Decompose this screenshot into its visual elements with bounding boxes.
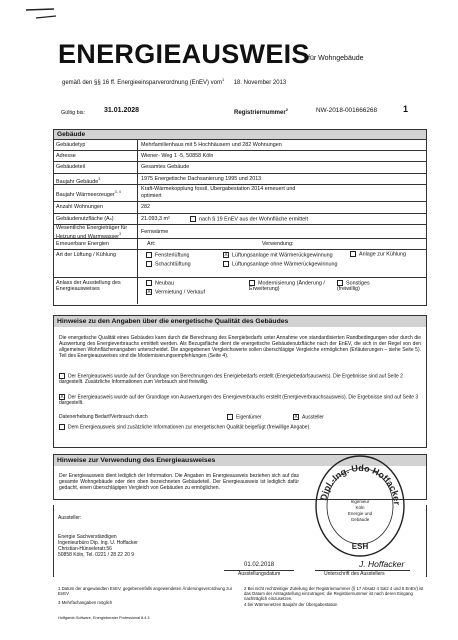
footnote-ref: 3 xyxy=(119,232,122,236)
attachment-option[interactable] xyxy=(59,424,421,430)
regulation-text: gemäß den §§ 16 ff. Energieeinsparverordnung (EnEV) vom xyxy=(62,80,222,86)
ventilation-option-cooling[interactable] xyxy=(350,251,410,257)
checkbox[interactable]: X xyxy=(224,252,228,258)
registration-label xyxy=(234,107,288,116)
row-extra-usable-area-text: nach § 19 EnEV aus der Wohnfläche ermittelt xyxy=(199,216,308,223)
checkbox[interactable] xyxy=(146,252,152,258)
checkbox[interactable]: X xyxy=(294,413,298,420)
reason-option-label: Vermietung / Verkauf xyxy=(155,289,206,296)
row-label-energy-carriers xyxy=(56,225,136,240)
registration-number: NW-2018-001666268 xyxy=(316,107,377,114)
ventilation-option-label: Schachtlüftung xyxy=(155,261,191,268)
footnote: 2 Bei nicht rechtzeitiger Zuteilung der Registriernummer (§ 17 Absatz 4 Satz 4 und 5 EnEV) ist das Datum der Antragstellung einzutragen; die Registriernummer ist nach deren Eingang nachträglich einzusetzen. xyxy=(244,586,424,602)
ventilation-option-label: Fensterlüftung xyxy=(155,252,190,259)
row-value-building-part: Gesamtes Gebäude xyxy=(141,164,190,170)
footnote: 3 Mehrfachangaben möglich xyxy=(58,600,113,606)
page-title: ENERGIEAUSWEIS xyxy=(58,39,310,69)
page-number: 1 xyxy=(403,104,409,114)
stamp-ring-text: Dipl.-Ing. Udo Hoffacker xyxy=(318,462,403,506)
footnote-ref: 3 xyxy=(98,177,101,181)
row-renewables-use-label: Verwendung: xyxy=(262,241,294,247)
ventilation-option-shaft[interactable] xyxy=(146,261,191,268)
official-stamp xyxy=(312,453,408,559)
issuer-line: 50858 Köln, Tel. 0221 / 28 22 20 9 xyxy=(58,552,135,558)
checkbox[interactable] xyxy=(59,424,65,430)
row-label-reason: Anlass der Ausstellung des Energieausweises xyxy=(56,280,121,292)
checkbox[interactable] xyxy=(190,216,196,222)
regulation-line xyxy=(62,76,286,87)
row-value-apartments: 282 xyxy=(141,204,150,210)
usage-paragraph: Der Energieausweis dient lediglich der Information. Die Angaben im Energieausweis beziehen sich auf das gesamte Wohngebäude oder den oben bezeichneten Gebäudeteil. Der Energieausweis ist lediglich dafür gedacht, einen überschlägigen Vergleich von Gebäuden zu ermöglichen. xyxy=(59,473,299,491)
row-value-year-built: 1975 Energetische Dachsanierung 1995 und 2013 xyxy=(141,176,262,182)
stamp-inner-line: Gebäude xyxy=(350,517,370,522)
ventilation-option-label: Lüftungsanlage ohne Wärmerückgewinnung xyxy=(232,261,338,268)
row-value-energy-carriers: Fernwärme xyxy=(141,229,169,235)
stamp-inner-line: Ingenieur xyxy=(350,499,370,504)
issuer-line: Christian-Hünseleratr.56 xyxy=(58,546,112,552)
footnote-ref: 1 xyxy=(221,77,225,82)
stamp-inner-line: Köln xyxy=(355,505,365,510)
footnote: 1 Datum der angewandten EnEV, gegebenenfalls angewendeten Änderungsverordnung zur EnEV xyxy=(58,586,233,597)
stamp-inner-line: Energie und xyxy=(347,511,373,516)
footnotes-col-1 xyxy=(58,586,238,606)
row-label-apartments: Anzahl Wohnungen xyxy=(56,204,103,210)
ventilation-option-heat-recovery[interactable] xyxy=(223,252,333,259)
footnotes-col-2 xyxy=(244,586,424,607)
data-issuer-option[interactable] xyxy=(293,414,324,420)
checkbox[interactable]: X xyxy=(60,393,64,400)
signature-label: Unterschrift des Ausstellers xyxy=(324,571,385,577)
issuer-signature: J. Hoffacker xyxy=(359,559,405,569)
footnote-ref: 2 xyxy=(285,107,288,112)
issuer-line: Ingenieurbüro Dip. Ing. U. Hoffacker xyxy=(58,540,138,546)
row-label-building-type: Gebäudetyp xyxy=(56,142,86,148)
page-subtitle: für Wohngebäude xyxy=(308,55,364,62)
row-label-heat-generator-year xyxy=(56,189,121,198)
reason-option-other[interactable] xyxy=(337,280,392,292)
row-label-heat-generator-year-text: Baujahr Wärmeerzeuger xyxy=(56,191,115,198)
row-value-building-type: Mehrfamilienhaus mit 5 Hochhäusern und 282 Wohnungen xyxy=(141,142,282,148)
validity-date: 31.01.2028 xyxy=(104,107,140,114)
issue-date-label: Ausstellungsdatum xyxy=(238,571,281,577)
quality-option-demand-text: Der Energieausweis wurde auf der Grundlage von Berechnungen des Energiebedarfs erstellt (Energiebedarfsausweis). Die Ergebnisse sind auf Seite 2 dargestellt. Zusätzliche Informationen zum Verbrauch sind freiwillig. xyxy=(59,373,403,386)
reason-option-label: Sonstiges (freiwillig) xyxy=(337,280,370,293)
checkbox[interactable]: X xyxy=(147,289,151,295)
row-value-usable-area: 21.093,3 m² xyxy=(141,216,170,222)
reason-option-rent-sale[interactable] xyxy=(146,289,205,296)
checkbox[interactable] xyxy=(146,280,152,286)
row-extra-usable-area xyxy=(190,216,308,223)
row-label-ventilation: Art der Lüftung / Kühlung xyxy=(56,252,116,258)
checkbox[interactable] xyxy=(337,280,343,286)
row-value-address: Wiener- Weg 1 -5, 50858 Köln xyxy=(141,153,214,159)
building-section-title: Gebäude xyxy=(54,130,426,140)
row-label-renewables: Erneuerbare Energien xyxy=(56,241,110,247)
data-owner-option[interactable] xyxy=(227,414,262,420)
checkbox[interactable] xyxy=(146,261,152,267)
quality-option-demand[interactable] xyxy=(59,373,421,385)
software-note: Hoffgarde-Software, Energieberater Professional 8.4.3 xyxy=(58,616,150,620)
reason-option-modernisation[interactable] xyxy=(249,280,329,292)
regulation-date: 18. November 2013 xyxy=(233,80,287,86)
footnote-ref: 3, 4 xyxy=(114,190,121,194)
checkbox[interactable] xyxy=(223,261,229,267)
ventilation-option-no-recovery[interactable] xyxy=(223,261,338,268)
quality-paragraph: Die energetische Qualität eines Gebäudes kann durch die Berechnung des Energiebedarfs unter Annahme von standardisierten Randbedingungen oder durch die Auswertung des Energieverbrauchs ermittelt werden. Als Bezugsfläche dient die energetische Gebäudenutzfläche nach der EnEV, die sich in der Regel von den allgemeinen Wohnflächenangaben unterscheidet. Die angegebenen Vergleichswerte sollen überschlägige Vergleiche ermöglichen (Erläuterungen – siehe Seite 5). Teil des Energieausweises sind die Modernisierungsempfehlungen (Seite 4). xyxy=(59,335,421,359)
row-label-energy-carriers-text: Wesentliche Energieträger für Heizung und Warmwasser xyxy=(56,225,128,240)
quality-section-title: Hinweise zu den Angaben über die energetische Qualität des Gebäudes xyxy=(54,316,426,327)
quality-section xyxy=(53,315,427,448)
ventilation-option-label: Anlage zur Kühlung xyxy=(359,251,407,258)
data-owner-label: Eigentümer xyxy=(236,414,262,421)
issuer-line: Energie Sachverständigen xyxy=(58,534,117,540)
checkbox[interactable] xyxy=(227,414,233,420)
issue-date: 01.02.2018 xyxy=(244,562,275,568)
footnote: 4 bei Wärmenetzen Baujahr der Übergabestation xyxy=(244,601,338,607)
data-collection-row xyxy=(59,414,421,420)
usage-section-title: Hinweise zur Verwendung des Energieausweises xyxy=(54,455,426,466)
registration-label-text: Registriernummer xyxy=(234,110,286,116)
row-label-usable-area: Gebäudenutzfläche (Aₙ) xyxy=(56,216,114,222)
row-label-building-part: Gebäudeteil xyxy=(56,164,86,170)
scribble-marks xyxy=(24,6,64,22)
reason-option-label: Neubau xyxy=(155,280,174,287)
data-collection-label: Datenerhebung Bedarf/Verbrauch durch xyxy=(59,414,148,420)
reason-option-label: Modernisierung (Änderung / Erweiterung) xyxy=(249,280,325,293)
reason-option-new[interactable] xyxy=(146,280,174,287)
ventilation-option-label: Lüftungsanlage mit Wärmerückgewinnung xyxy=(232,252,333,259)
checkbox[interactable] xyxy=(249,280,255,286)
data-issuer-label: Aussteller xyxy=(302,414,324,421)
row-renewables-type-label: Art: xyxy=(147,241,156,247)
issuer-label: Aussteller: xyxy=(58,515,82,521)
stamp-bottom-text: ESH xyxy=(351,542,369,551)
checkbox[interactable] xyxy=(59,373,65,379)
quality-option-consumption-text: Der Energieausweis wurde auf der Grundlage von Auswertungen des Energieverbrauchs erstellt (Energieverbrauchsausweis). Die Ergebnisse sind auf Seite 3 dargestellt. xyxy=(59,394,419,407)
checkbox[interactable] xyxy=(350,251,356,257)
row-value-heat-generator-year: Kraft-Wärmekopplung fossil, Übergabestation 2014 erneuert und optimiert xyxy=(141,186,296,199)
row-label-address: Adresse xyxy=(56,153,76,159)
row-label-year-built xyxy=(56,176,100,185)
attachment-text: Dem Energieausweis sind zusätzliche Informationen zur energetischen Qualität beigefügt (freiwillige Angabe). xyxy=(68,424,311,431)
validity-label: Gültig bis: xyxy=(61,110,85,116)
quality-option-consumption[interactable] xyxy=(59,394,421,406)
ventilation-option-window[interactable] xyxy=(146,252,189,259)
row-label-year-built-text: Baujahr Gebäude xyxy=(56,178,99,185)
issuer-address xyxy=(58,534,138,558)
